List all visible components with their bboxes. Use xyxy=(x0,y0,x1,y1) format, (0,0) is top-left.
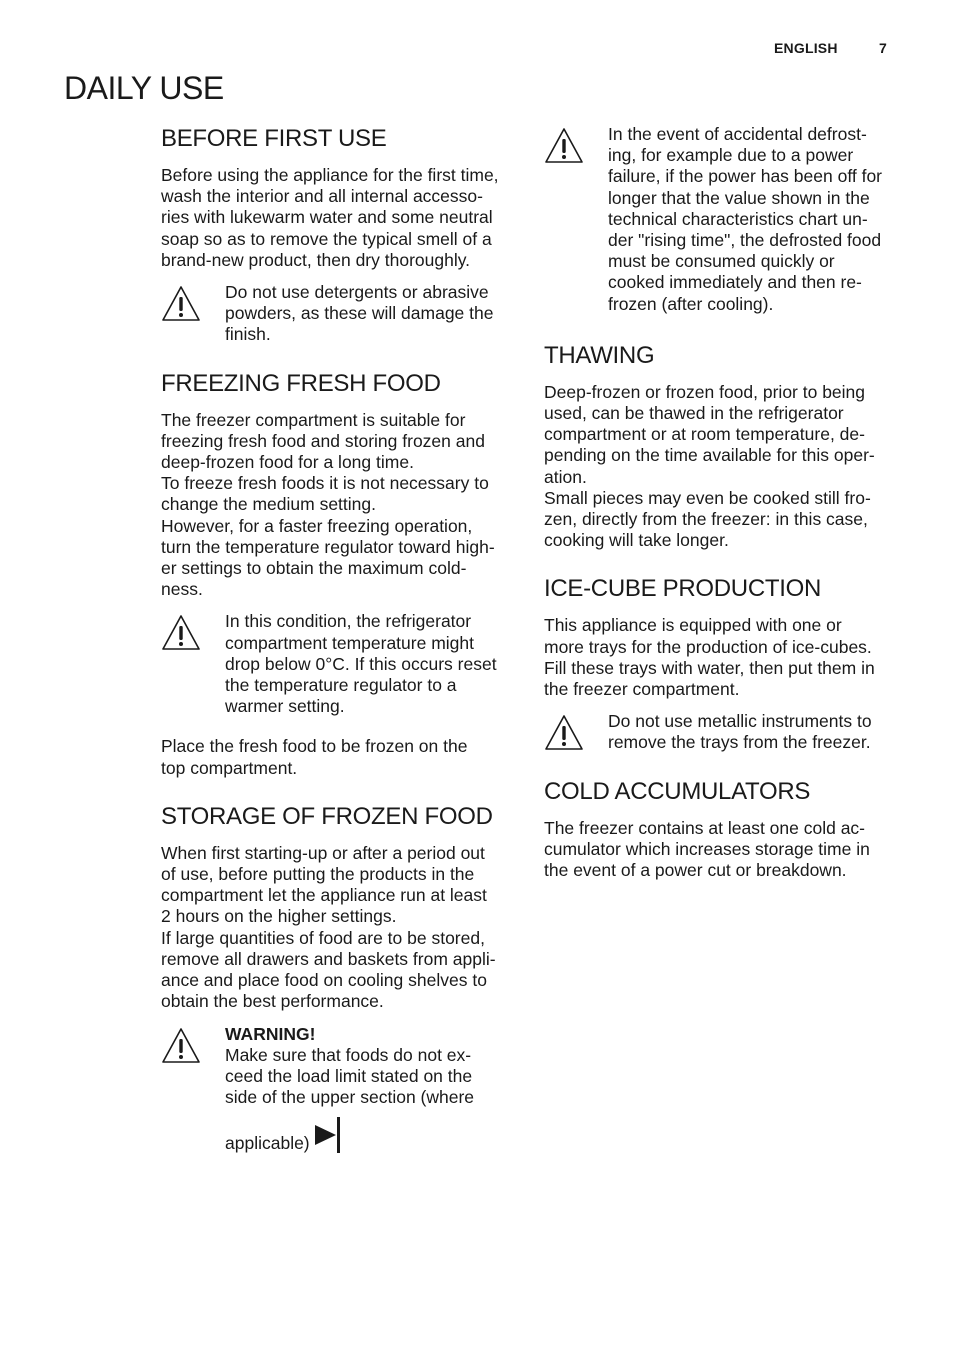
detergent-warning xyxy=(161,282,513,346)
left-column xyxy=(161,124,513,1177)
cold-accumulators-heading: COLD ACCUMULATORS xyxy=(544,777,811,805)
ice-cube-text: This appliance is equipped with one or more trays for the production of ice-cubes. Fill these trays with water, then put them in the freezer compartment. xyxy=(544,615,875,700)
storage-frozen-food-section xyxy=(161,802,513,1154)
cold-accumulators-section xyxy=(544,777,896,882)
right-column xyxy=(544,124,896,904)
applicable-line: applicable) xyxy=(225,1116,513,1154)
defrost-warning xyxy=(544,124,896,315)
warning-text: Do not use detergents or abrasive powders, as these will damage the finish. xyxy=(225,282,494,345)
page-title: DAILY USE xyxy=(64,70,224,106)
warning-triangle-icon xyxy=(161,611,225,653)
thawing-heading: THAWING xyxy=(544,341,655,369)
warning-text: In this condition, the refrigerator compartment temperature might drop below 0°C. If this occurs reset the temperature regulator to a warmer setting. xyxy=(225,611,497,717)
header-language: ENGLISH xyxy=(774,40,838,56)
page-number: 7 xyxy=(879,40,887,56)
warning-title: WARNING! xyxy=(225,1023,316,1044)
load-limit-icon xyxy=(314,1116,342,1154)
fresh-food-placement-text: Place the fresh food to be frozen on the top compartment. xyxy=(161,736,468,778)
before-first-use-text: Before using the appliance for the first time, wash the interior and all internal accesso- ries with lukewarm water and some neutral soap so as to remove the typical smell of a brand-new product, then dry thoroughly. xyxy=(161,165,499,270)
warning-triangle-icon xyxy=(544,711,608,753)
ice-cube-section xyxy=(544,574,896,753)
metallic-instruments-warning xyxy=(544,711,896,753)
storage-frozen-food-heading: STORAGE OF FROZEN FOOD xyxy=(161,802,493,830)
warning-triangle-icon xyxy=(161,282,225,324)
before-first-use-heading: BEFORE FIRST USE xyxy=(161,125,387,152)
freezing-fresh-food-text: The freezer compartment is suitable for freezing fresh food and storing frozen and deep-frozen food for a long time. To freeze fresh foods it is not necessary to change the medium setting. However, for a faster freezing operation, turn the temperature regulator toward high- er settings to obtain the maximum cold- ness. xyxy=(161,409,495,600)
freezing-fresh-food-section xyxy=(161,369,513,779)
ice-cube-heading: ICE-CUBE PRODUCTION xyxy=(544,575,821,603)
temperature-warning xyxy=(161,611,513,717)
warning-text: WARNING! Make sure that foods do not ex- ceed the load limit stated on the side of the upper section (where applicable) xyxy=(225,1024,513,1155)
warning-triangle-icon xyxy=(544,124,608,166)
warning-text: In the event of accidental defrost- ing, for example due to a power failure, if the power has been off for longer that the value shown in the technical characteristics chart un- der "rising time", the defrosted food must be consumed quickly or cooked immediately and then re- frozen (after cooling). xyxy=(608,124,883,314)
storage-frozen-food-text: When first starting-up or after a period out of use, before putting the products in the compartment let the appliance run at least 2 hours on the higher settings. If large quantities of food are to be stored, remove all drawers and baskets from appli- ance and place food on cooling shelves to obtain the best performance. xyxy=(161,842,496,1012)
thawing-section xyxy=(544,341,896,552)
thawing-text: Deep-frozen or frozen food, prior to being used, can be thawed in the refrigerator compartment or at room temperature, de- pending on the time available for this oper- ation. Small pieces may even be cooked still fro- zen, directly from the freezer: in this case, cooking will take longer. xyxy=(544,381,875,551)
before-first-use-section xyxy=(161,124,513,346)
warning-text: Do not use metallic instruments to remove the trays from the freezer. xyxy=(608,711,872,753)
freezing-fresh-food-heading: FREEZING FRESH FOOD xyxy=(161,369,441,397)
cold-accumulators-text: The freezer contains at least one cold ac- cumulator which increases storage time in the event of a power cut or breakdown. xyxy=(544,817,870,881)
load-limit-warning xyxy=(161,1024,513,1155)
warning-triangle-icon xyxy=(161,1024,225,1066)
